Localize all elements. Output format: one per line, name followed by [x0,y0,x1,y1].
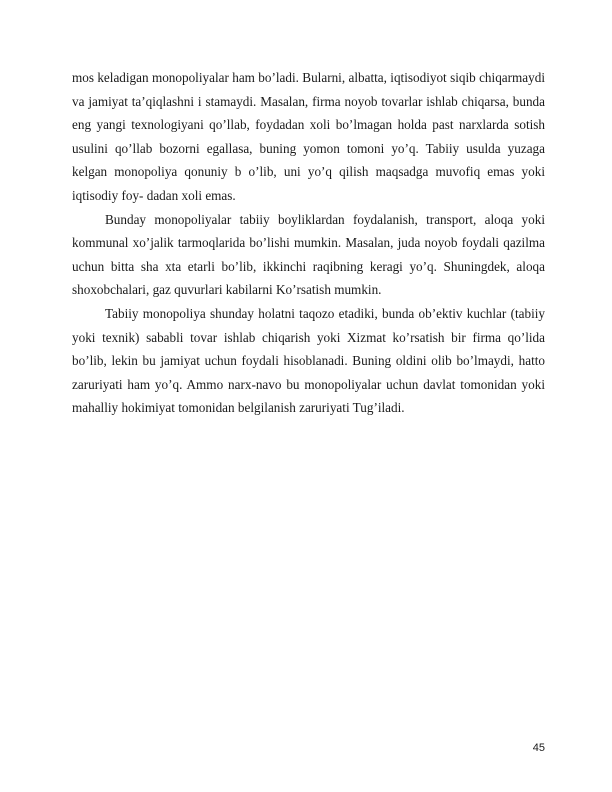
paragraph-3: Tabiiy monopoliya shunday holatni taqozo etadiki, bunda ob’ektiv kuchlar (tabiiy yoki texnik) sababli tovar ishlab chiqarish yoki Xizmat ko’rsatish bir firma qo’lida bo’lib, lekin bu jamiyat uchun foydali hisoblanadi. Buning oldini olib bo’lmaydi, hatto zaruriyati ham yo’q. Ammo narx-navo bu monopoliyalar uchun davlat tomonidan yoki mahalliy hokimiyat tomonidan belgilanish zaruriyati Tug’iladi. [72,305,545,416]
paragraph-2: Bunday monopoliyalar tabiiy boyliklardan foydalanish, transport, aloqa yoki kommunal xo’jalik tarmoqlarida bo’lishi mumkin. Masalan, juda noyob foydali qazilma uchun bitta sha xta etarli bo’lib, ikkinchi raqibning keragi yo’q. Shuningdek, aloqa shoxobchalari, gaz quvurlari kabilarni Ko’rsatish mumkin. [72,211,545,298]
page-number: 45 [532,742,545,754]
body-text [72,66,545,420]
paragraph-1: mos keladigan monopoliyalar ham bo’ladi. Bularni, albatta, iqtisodiyot siqib chiqarmaydi va jamiyat ta’qiqlashni i stamaydi. Masalan, firma noyob tovarlar ishlab chiqarsa, bunda eng yangi texnologiyani qo’llab, foydadan xoli bo’lmagan holda past narxlarda sotish usulini qo’llab bozorni egallasa, buning yomon tomoni yo’q. Tabiiy usulda yuzaga kelgan monopoliya qonuniy b o’lib, uni yo’q qilish maqsadga muvofiq emas yoki iqtisodiy foy- dadan xoli emas. [72,70,545,203]
